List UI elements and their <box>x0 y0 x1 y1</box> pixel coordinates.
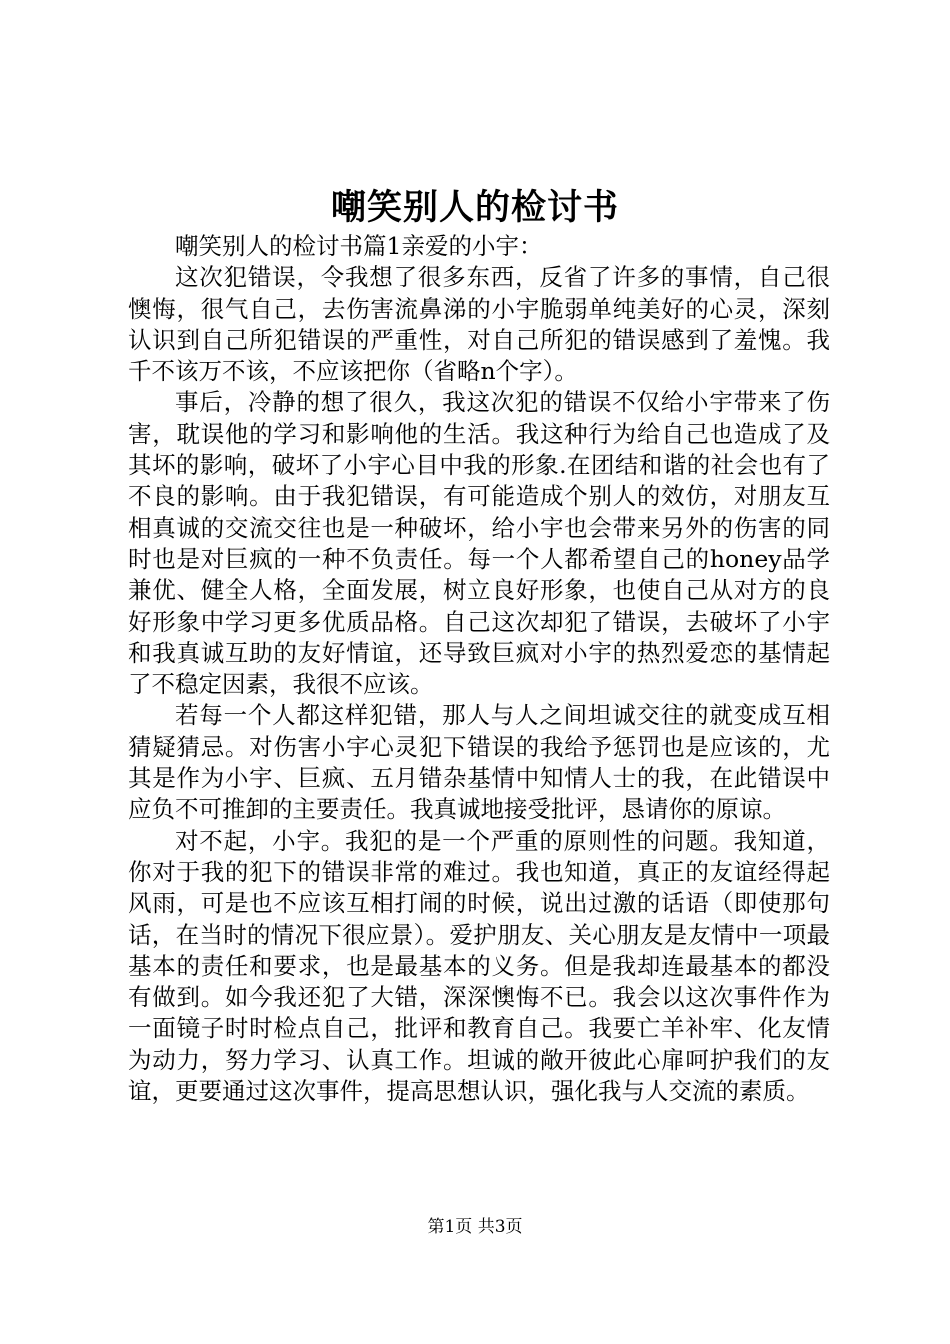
document-title: 嘲笑别人的检讨书 <box>330 187 619 228</box>
paragraph-2: 事后，冷静的想了很久，我这次犯的错误不仅给小宇带来了伤害，耽误他的学习和影响他的生活。我这种行为给自己也造成了及其坏的影响，破坏了小宇心目中我的形象.在团结和谐的社会也有了不良的影响。由于我犯错误，有可能造成个别人的效仿，对朋友互相真诚的交流交往也是一种破坏，给小宇也会带来另外的伤害的同时也是对巨疯的一种不负责任。每一个人都希望自己的honey品学兼优、健全人格，全面发展，树立良好形象，也使自己从对方的良好形象中学习更多优质品格。自己这次却犯了错误，去破坏了小宇和我真诚互助的友好情谊，还导致巨疯对小宇的热烈爱恋的基情起了不稳定因素，我很不应该。 <box>128 388 830 699</box>
paragraph-1: 这次犯错误，令我想了很多东西，反省了许多的事情，自己很懊悔，很气自己，去伤害流鼻涕的小宇脆弱单纯美好的心灵，深刻认识到自己所犯错误的严重性，对自己所犯的错误感到了羞愧。我千不该万不该，不应该把你（省略n个字）。 <box>128 263 830 386</box>
page-footer: 第1页 共3页 <box>427 1217 523 1237</box>
paragraph-salutation: 嘲笑别人的检讨书篇1亲爱的小宇： <box>175 232 543 260</box>
paragraph-3: 若每一个人都这样犯错，那人与人之间坦诚交往的就变成互相猜疑猜忌。对伤害小宇心灵犯下错误的我给予惩罚也是应该的，尤其是作为小宇、巨疯、五月错杂基情中知情人士的我，在此错误中应负不可推卸的主要责任。我真诚地接受批评，恳请你的原谅。 <box>128 701 830 824</box>
document-body <box>128 231 830 1107</box>
paragraph-4: 对不起，小宇。我犯的是一个严重的原则性的问题。我知道，你对于我的犯下的错误非常的难过。我也知道，真正的友谊经得起风雨，可是也不应该互相打闹的时候，说出过激的话语（即使那句话，在当时的情况下很应景）。爱护朋友、关心朋友是友情中一项最基本的责任和要求，也是最基本的义务。但是我却连最基本的都没有做到。如今我还犯了大错，深深懊悔不已。我会以这次事件作为一面镜子时时检点自己，批评和教育自己。我要亡羊补牢、化友情为动力，努力学习、认真工作。坦诚的敞开彼此心扉呵护我们的友谊，更要通过这次事件，提高思想认识，强化我与人交流的素质。 <box>128 826 830 1106</box>
